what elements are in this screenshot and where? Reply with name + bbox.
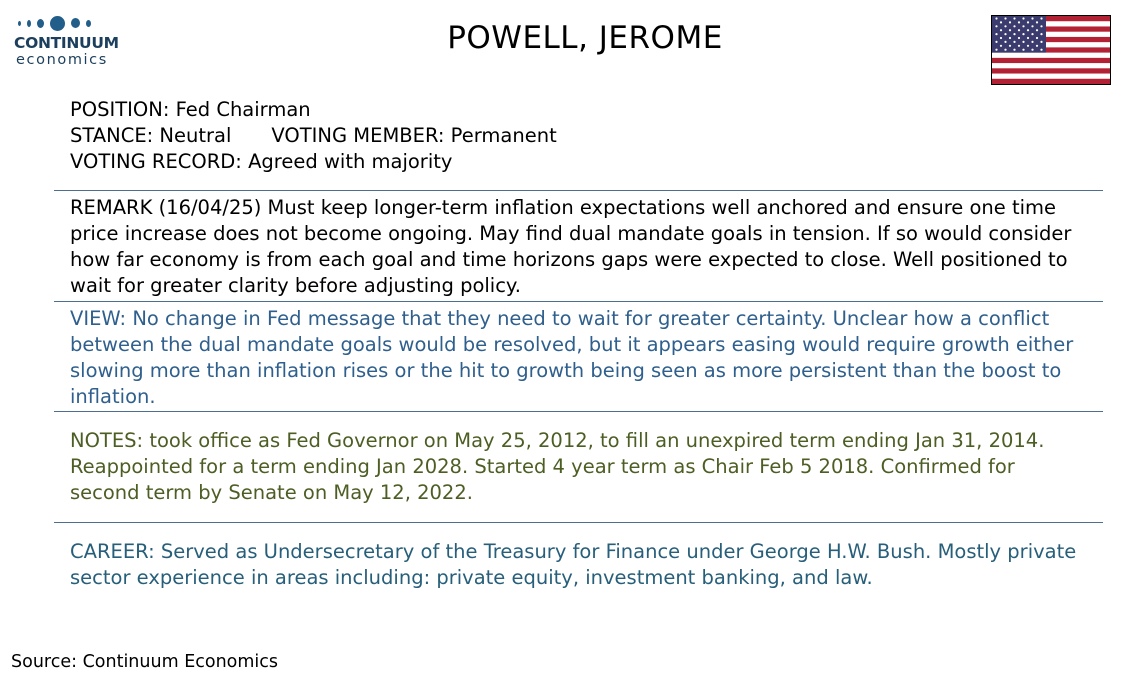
source-note: Source: Continuum Economics bbox=[11, 652, 279, 672]
remark-section: REMARK (16/04/25) Must keep longer-term inflation expectations well anchored and ensure one time price increase does not become ongoing. May find dual mandate goals in tension. If so would consider how far economy is from each goal and time horizons gaps were expected to close. Well positioned to wait for greater clarity before adjusting policy. bbox=[70, 196, 1072, 297]
divider bbox=[54, 190, 1103, 191]
us-flag-icon bbox=[991, 15, 1111, 85]
logo-name-line1: CONTINUUM bbox=[14, 34, 119, 52]
voting-record-field: VOTING RECORD: Agreed with majority bbox=[70, 150, 453, 173]
logo-name-line2: economics bbox=[16, 52, 108, 68]
stance-line bbox=[70, 123, 557, 149]
divider bbox=[54, 522, 1103, 523]
page-title: POWELL, JEROME bbox=[447, 20, 723, 56]
profile-info bbox=[70, 97, 557, 175]
stance-field: STANCE: Neutral bbox=[70, 124, 232, 147]
divider bbox=[54, 411, 1103, 412]
divider bbox=[54, 301, 1103, 302]
view-section: VIEW: No change in Fed message that they need to wait for greater certainty. Unclear how a conflict between the dual mandate goals would be resolved, but it appears easing would require growth either slowing more than inflation rises or the hit to growth being seen as more persistent than the boost to inflation. bbox=[70, 307, 1074, 408]
career-section: CAREER: Served as Undersecretary of the Treasury for Finance under George H.W. Bush. Mostly private sector experience in areas including: private equity, investment banking, and law. bbox=[70, 540, 1077, 589]
notes-section: NOTES: took office as Fed Governor on May 25, 2012, to fill an unexpired term ending Jan 31, 2014. Reappointed for a term ending Jan 2028. Started 4 year term as Chair Feb 5 2018. Confirmed for second term by Senate on May 12, 2022. bbox=[70, 429, 1045, 504]
voting-member-field: VOTING MEMBER: Permanent bbox=[271, 124, 557, 147]
position-field: POSITION: Fed Chairman bbox=[70, 98, 311, 121]
